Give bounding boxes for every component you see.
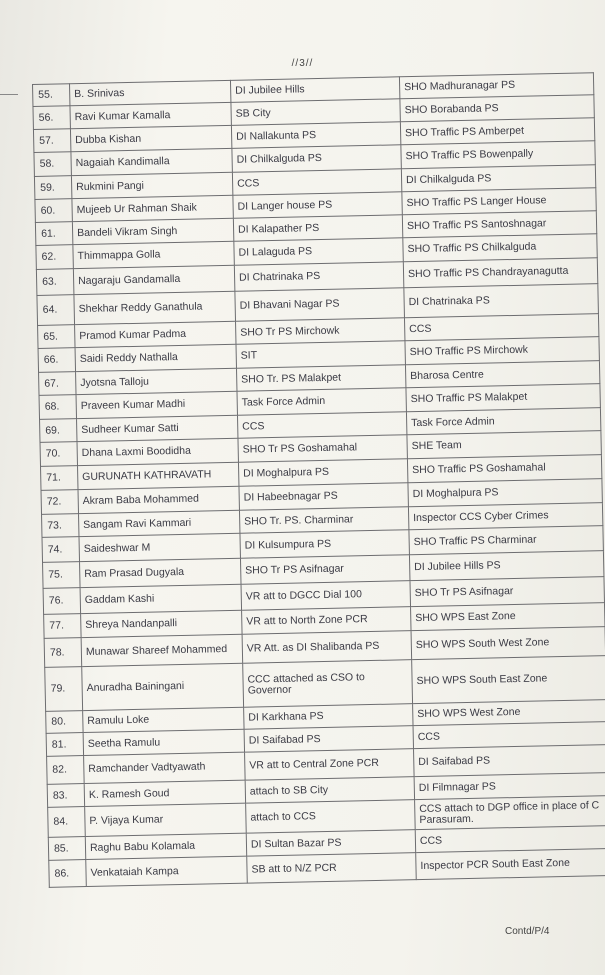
new-posting-cell: DI Jubilee Hills PS xyxy=(409,551,604,581)
present-posting-cell: VR att to DGCC Dial 100 xyxy=(241,581,411,611)
officer-name-cell: Shekhar Reddy Ganathula xyxy=(74,291,236,324)
new-posting-cell: SHO Traffic PS Goshamahal xyxy=(407,455,601,483)
present-posting-cell: DI Chatrinaka PS xyxy=(234,262,404,292)
serial-number-cell: 62. xyxy=(36,245,73,270)
serial-number-cell: 79. xyxy=(45,667,83,712)
officer-name-cell: Jyotsna Talloju xyxy=(76,368,237,394)
new-posting-cell: SHO WPS East Zone xyxy=(411,603,605,631)
present-posting-cell: DI Moghalpura PS xyxy=(238,459,407,487)
serial-number-cell: 76. xyxy=(43,588,81,615)
new-posting-cell: DI Chilkalguda PS xyxy=(401,165,595,192)
new-posting-cell: SHO Tr PS Asifnagar xyxy=(410,577,605,607)
transfer-table-body xyxy=(33,73,605,888)
new-posting-cell: SHO Borabanda PS xyxy=(400,95,594,122)
serial-number-cell: 86. xyxy=(49,860,87,888)
new-posting-cell: DI Saifabad PS xyxy=(414,745,605,777)
officer-name-cell: Bandeli Vikram Singh xyxy=(72,218,233,244)
officer-name-cell: Pramod Kumar Padma xyxy=(75,321,236,347)
officer-name-cell: Sangam Ravi Kammari xyxy=(79,510,240,536)
new-posting-cell: SHO Traffic PS Chandrayanagutta xyxy=(403,258,598,288)
officer-name-cell: GURUNATH KATHRAVATH xyxy=(78,462,239,489)
new-posting-cell: SHO WPS West Zone xyxy=(413,700,605,726)
new-posting-cell: Inspector PCR South East Zone xyxy=(416,849,605,880)
present-posting-cell: DI Chilkalguda PS xyxy=(232,145,401,173)
officer-name-cell: Sudheer Kumar Satti xyxy=(77,415,238,441)
officer-name-cell: Ram Prasad Dugyala xyxy=(80,558,242,587)
present-posting-cell: SB att to N/Z PCR xyxy=(247,853,417,884)
serial-number-cell: 67. xyxy=(39,372,76,396)
serial-number-cell: 71. xyxy=(41,466,78,491)
officer-name-cell: Akram Baba Mohammed xyxy=(78,486,239,513)
present-posting-cell: DI Karkhana PS xyxy=(244,704,413,730)
officer-name-cell: Seetha Ramulu xyxy=(83,729,244,755)
new-posting-cell: SHO Traffic PS Mirchowk xyxy=(405,337,599,365)
new-posting-cell: DI Chatrinaka PS xyxy=(404,284,599,318)
new-posting-cell: SHO Traffic PS Amberpet xyxy=(400,118,594,145)
officer-name-cell: Nagaiah Kandimalla xyxy=(71,148,232,175)
serial-number-cell: 69. xyxy=(40,419,77,443)
new-posting-cell: CCS attach to DGP office in place of C Parasuram. xyxy=(415,796,605,830)
officer-name-cell: Nagaraju Gandamalla xyxy=(73,265,235,294)
serial-number-cell: 60. xyxy=(35,199,72,223)
present-posting-cell: CCC attached as CSO to Governor xyxy=(243,660,413,708)
present-posting-cell: SB City xyxy=(231,99,400,126)
serial-number-cell: 66. xyxy=(38,348,75,373)
officer-name-cell: K. Ramesh Goud xyxy=(84,780,245,806)
officer-name-cell: Ramchander Vadtyawath xyxy=(84,752,246,783)
serial-number-cell: 72. xyxy=(41,490,78,515)
serial-number-cell: 83. xyxy=(47,784,84,808)
present-posting-cell: DI Nallakunta PS xyxy=(231,122,400,149)
new-posting-cell: SHO Traffic PS Santoshnagar xyxy=(402,211,596,238)
present-posting-cell: SIT xyxy=(236,341,405,369)
officer-name-cell: Anuradha Bainingani xyxy=(82,663,244,710)
new-posting-cell: SHO Madhuranagar PS xyxy=(399,73,593,99)
serial-number-cell: 75. xyxy=(43,562,81,589)
new-posting-cell: SHE Team xyxy=(407,431,601,459)
present-posting-cell: DI Langer house PS xyxy=(233,192,402,219)
new-posting-cell: SHO WPS South East Zone xyxy=(412,656,605,704)
present-posting-cell: DI Bhavani Nagar PS xyxy=(235,288,405,322)
officer-name-cell: Saideshwar M xyxy=(79,533,240,561)
present-posting-cell: DI Jubilee Hills xyxy=(230,77,399,103)
new-posting-cell: DI Filmnagar PS xyxy=(414,773,605,800)
serial-number-cell: 63. xyxy=(36,269,74,296)
present-posting-cell: Task Force Admin xyxy=(237,388,406,416)
present-posting-cell: VR Att. as DI Shalibanda PS xyxy=(242,631,412,664)
serial-number-cell: 64. xyxy=(37,295,75,326)
officer-name-cell: Shreya Nandanpalli xyxy=(81,610,242,637)
new-posting-cell: Inspector CCS Cyber Crimes xyxy=(408,503,602,530)
serial-number-cell: 77. xyxy=(44,614,81,639)
officer-name-cell: Venkataiah Kampa xyxy=(86,856,248,886)
present-posting-cell: attach to CCS xyxy=(246,800,416,834)
present-posting-cell: DI Sultan Bazar PS xyxy=(246,830,415,857)
present-posting-cell: attach to SB City xyxy=(245,777,414,804)
officer-name-cell: Saidi Reddy Nathalla xyxy=(75,344,236,371)
serial-number-cell: 68. xyxy=(39,395,76,420)
present-posting-cell: CCS xyxy=(232,169,401,196)
present-posting-cell: SHO Tr. PS. Charminar xyxy=(239,507,408,534)
present-posting-cell: DI Kalapather PS xyxy=(233,215,402,242)
officer-name-cell: Gaddam Kashi xyxy=(80,584,242,613)
serial-number-cell: 80. xyxy=(46,711,83,734)
present-posting-cell: VR att to North Zone PCR xyxy=(242,607,411,635)
officer-name-cell: Ravi Kumar Kamalla xyxy=(70,102,231,128)
serial-number-cell: 85. xyxy=(48,837,85,861)
serial-number-cell: 82. xyxy=(47,756,85,785)
new-posting-cell: CCS xyxy=(404,314,598,341)
serial-number-cell: 78. xyxy=(44,638,82,668)
serial-number-cell: 59. xyxy=(34,176,71,200)
officer-name-cell: Thimmappa Golla xyxy=(73,241,234,268)
serial-number-cell: 57. xyxy=(33,129,70,153)
officer-name-cell: Dubba Kishan xyxy=(70,125,231,151)
present-posting-cell: DI Lalaguda PS xyxy=(234,238,403,266)
officer-name-cell: Ramulu Loke xyxy=(83,707,244,732)
officer-name-cell: Raghu Babu Kolamala xyxy=(85,833,246,859)
present-posting-cell: SHO Tr PS Goshamahal xyxy=(238,435,407,463)
new-posting-cell: SHO Traffic PS Bowenpally xyxy=(401,141,595,169)
serial-number-cell: 65. xyxy=(38,325,75,349)
officer-name-cell: Praveen Kumar Madhi xyxy=(76,391,237,418)
present-posting-cell: SHO Tr PS Mirchowk xyxy=(236,318,405,345)
new-posting-cell: CCS xyxy=(413,722,605,749)
new-posting-cell: SHO Traffic PS Langer House xyxy=(402,188,596,215)
officer-name-cell: Rukmini Pangi xyxy=(71,172,232,198)
present-posting-cell: DI Kulsumpura PS xyxy=(240,530,409,559)
officer-name-cell: Mujeeb Ur Rahman Shaik xyxy=(72,195,233,221)
serial-number-cell: 61. xyxy=(35,222,72,246)
serial-number-cell: 56. xyxy=(33,106,70,130)
officer-name-cell: Munawar Shareef Mohammed xyxy=(81,634,243,666)
serial-number-cell: 84. xyxy=(48,807,86,838)
officer-name-cell: B. Srinivas xyxy=(70,80,231,105)
serial-number-cell: 74. xyxy=(42,537,80,563)
serial-number-cell: 81. xyxy=(46,733,83,757)
new-posting-cell: SHO Traffic PS Chilkalguda xyxy=(403,234,597,262)
new-posting-cell: Bharosa Centre xyxy=(405,361,599,388)
continued-footer: Contd/P/4 xyxy=(505,926,550,937)
transfer-table-wrapper xyxy=(32,72,605,888)
serial-number-cell: 73. xyxy=(42,514,79,538)
new-posting-cell: CCS xyxy=(415,826,605,853)
new-posting-cell: Task Force Admin xyxy=(406,408,600,435)
new-posting-cell: DI Moghalpura PS xyxy=(408,479,602,507)
page-number-header: //3// xyxy=(291,58,314,69)
page-edge-mark xyxy=(0,94,18,95)
present-posting-cell: DI Saifabad PS xyxy=(244,726,413,753)
present-posting-cell: VR att to Central Zone PCR xyxy=(245,749,415,781)
new-posting-cell: SHO WPS South West Zone xyxy=(411,627,605,660)
serial-number-cell: 58. xyxy=(34,152,71,177)
present-posting-cell: SHO Tr PS Asifnagar xyxy=(240,555,410,585)
present-posting-cell: CCS xyxy=(237,412,406,439)
serial-number-cell: 55. xyxy=(33,84,70,107)
new-posting-cell: SHO Traffic PS Charminar xyxy=(409,526,603,555)
new-posting-cell: SHO Traffic PS Malakpet xyxy=(406,384,600,412)
serial-number-cell: 70. xyxy=(40,442,77,467)
officer-name-cell: Dhana Laxmi Boodidha xyxy=(77,438,238,465)
present-posting-cell: DI Habeebnagar PS xyxy=(239,483,408,511)
present-posting-cell: SHO Tr. PS Malakpet xyxy=(236,365,405,392)
transfer-table xyxy=(32,72,605,888)
officer-name-cell: P. Vijaya Kumar xyxy=(85,803,247,836)
